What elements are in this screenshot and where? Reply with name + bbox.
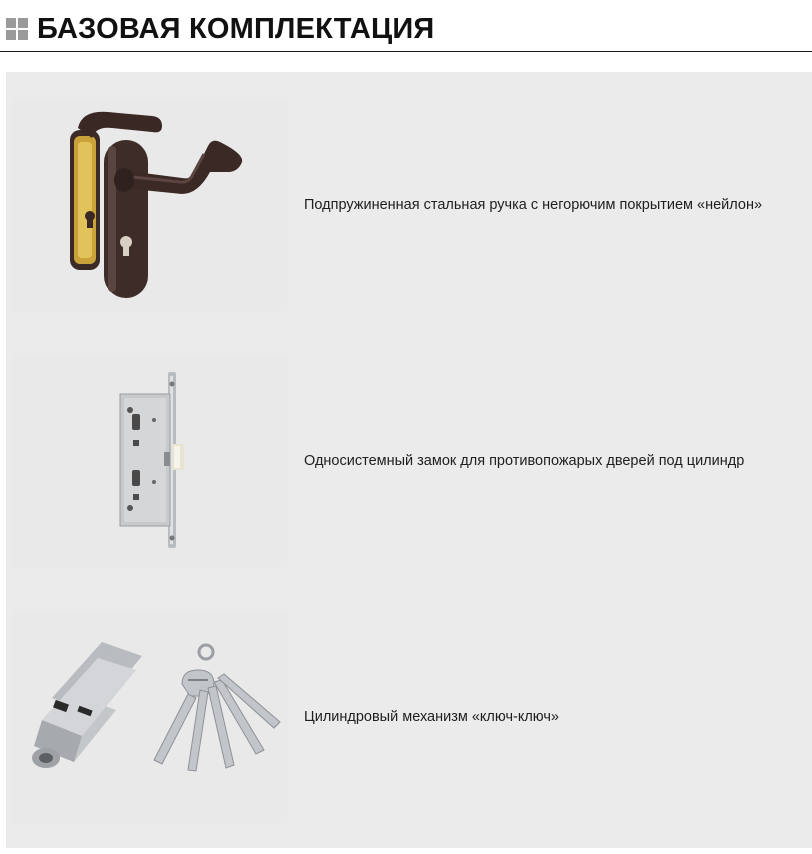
item-description: Подпружиненная стальная ручка с негорючим покрытием «нейлон» [304,197,763,213]
list-item [6,98,812,312]
cylinder-keys-icon [12,610,288,824]
item-description: Односистемный замок для противопожарых дверей под цилиндр [304,453,745,469]
door-handle-icon [12,98,288,312]
item-image [12,354,288,568]
grid-squares-icon [6,18,28,40]
mortise-lock-icon [12,354,288,568]
equipment-panel [6,72,812,848]
item-image [12,610,288,824]
section-header [0,0,812,52]
list-item [6,610,812,824]
list-item [6,354,812,568]
item-image [12,98,288,312]
item-description: Цилиндровый механизм «ключ-ключ» [304,709,559,725]
page-title: БАЗОВАЯ КОМПЛЕКТАЦИЯ [37,13,435,45]
